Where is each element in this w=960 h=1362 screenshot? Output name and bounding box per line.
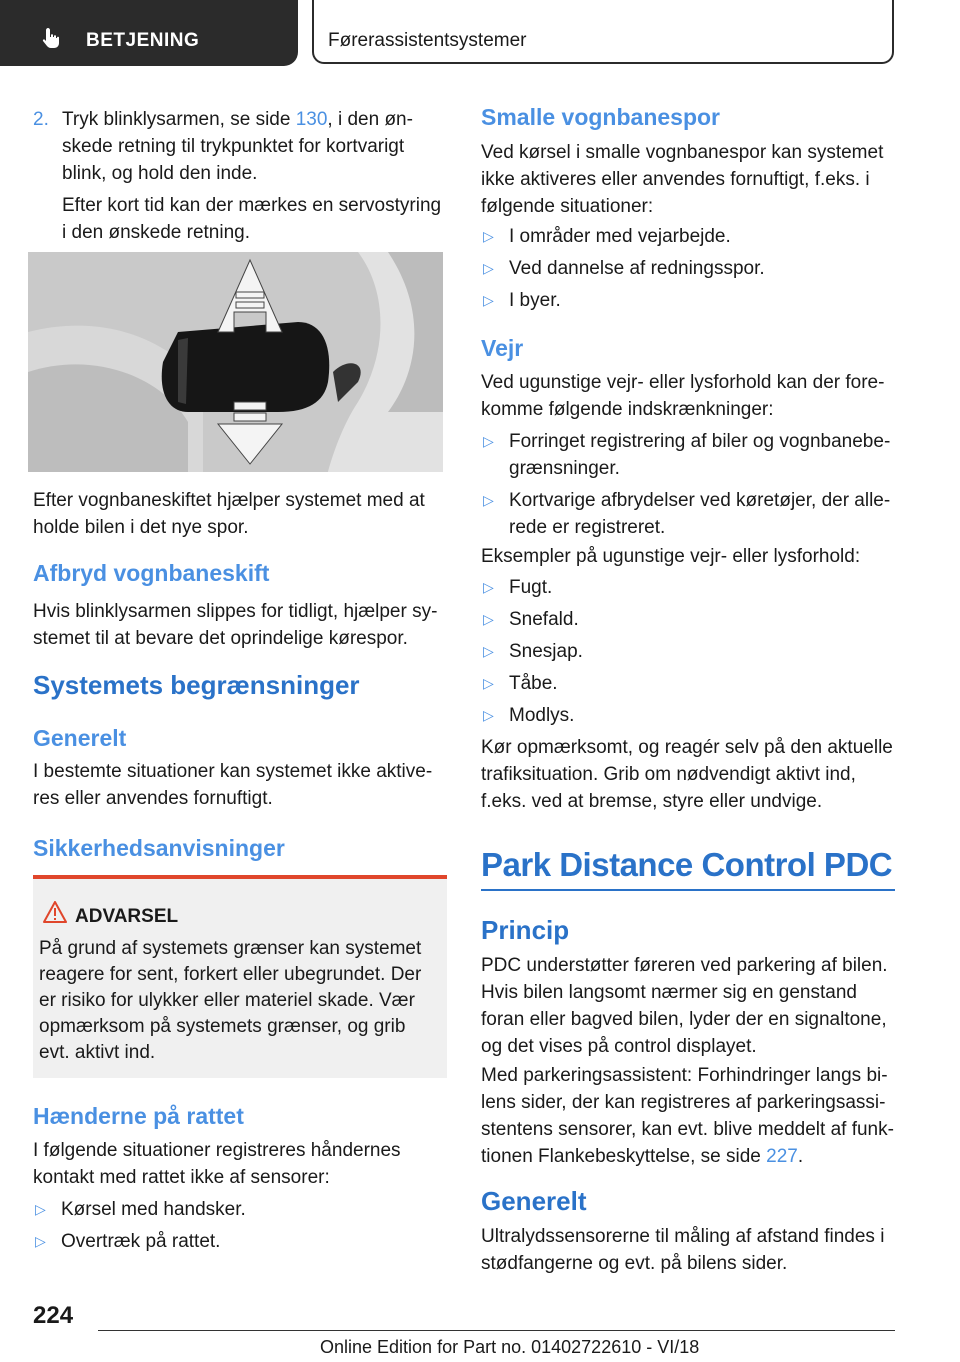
after-image-text: Efter vognbaneskiftet hjælper systemet med at holde bilen i det nye spor.	[33, 490, 425, 538]
haender-list	[33, 1196, 453, 1255]
afbryd-text: Hvis blinklysarmen slippes for tidligt, hjælper sy- stemet til at bevare det oprindelige kørespor.	[33, 601, 438, 649]
list-item: ▷ Kørsel med handsker.	[33, 1196, 453, 1223]
heading-haender: Hænderne på rattet	[33, 1103, 244, 1129]
heading-pdc: Park Distance Control PDC	[481, 846, 895, 891]
triangle-bullet-icon: ▷	[483, 260, 494, 276]
list-item: ▷ Kortvarige afbrydelser ved køretøjer, der alle- rede er registreret.	[481, 487, 901, 541]
page-link-130[interactable]: 130	[295, 109, 328, 130]
step-text: Tryk blinklysarmen, se side 130, i den øn- skede retning til trykpunktet for kortvarigt blink, og hold den inde. Efter kort tid kan der mærkes en servostyring i den ønskede retning.	[62, 109, 442, 243]
step-number: 2.	[33, 109, 49, 130]
heading-generelt-2: Generelt	[481, 1186, 587, 1216]
list-item: ▷ Fugt.	[481, 574, 901, 601]
footer-divider	[98, 1330, 895, 1331]
list-item: ▷ Snesjap.	[481, 638, 901, 665]
list-item: ▷ Modlys.	[481, 702, 901, 729]
triangle-bullet-icon: ▷	[483, 611, 494, 627]
edition-text: Online Edition for Part no. 01402722610 - VI/18	[320, 1337, 700, 1357]
heading-afbryd: Afbryd vognbaneskift	[33, 560, 270, 586]
heading-generelt: Generelt	[33, 725, 127, 751]
section-tab[interactable]	[0, 0, 298, 66]
triangle-bullet-icon: ▷	[483, 579, 494, 595]
chapter-tab	[312, 0, 894, 64]
smalle-list	[481, 223, 901, 314]
warning-title: ADVARSEL	[75, 906, 179, 927]
page-link-227[interactable]: 227	[766, 1146, 798, 1167]
list-item: ▷ Snefald.	[481, 606, 901, 633]
list-item: ▷ Forringet registrering af biler og vognbanebe- grænsninger.	[481, 428, 901, 482]
generelt-text: I bestemte situationer kan systemet ikke aktive- res eller anvendes fornuftigt.	[33, 761, 433, 809]
warning-box	[33, 875, 447, 1078]
triangle-bullet-icon: ▷	[483, 292, 494, 308]
triangle-bullet-icon: ▷	[483, 707, 494, 723]
triangle-bullet-icon: ▷	[483, 433, 494, 449]
list-item: ▷ I byer.	[481, 287, 901, 314]
triangle-bullet-icon: ▷	[483, 492, 494, 508]
heading-princip: Princip	[481, 915, 570, 945]
page-header	[0, 0, 960, 66]
vejr-text: Ved ugunstige vejr- eller lysforhold kan der fore- komme følgende indskrænkninger:	[481, 372, 885, 420]
eksempler-text: Eksempler på ugunstige vejr- eller lysforhold:	[481, 546, 861, 567]
kor-text: Kør opmærksomt, og reagér selv på den aktuelle trafiksituation. Grib om nødvendigt aktivt ind, f.eks. ved at bremse, styre eller undvige.	[481, 737, 893, 812]
warning-text: På grund af systemets grænser kan systemet reagere for sent, forkert eller ubegrundet. Der er risiko for ulykker eller materiel skade. Vær opmærksom på systemets grænser, og grib evt. aktivt ind.	[39, 938, 422, 1063]
list-item: ▷ Overtræk på rattet.	[33, 1228, 453, 1255]
turn-signal-lever-image	[28, 252, 443, 472]
list-item: ▷ Tåbe.	[481, 670, 901, 697]
triangle-bullet-icon: ▷	[483, 643, 494, 659]
list-item: ▷ Ved dannelse af redningsspor.	[481, 255, 901, 282]
heading-begraensninger: Systemets begrænsninger	[33, 670, 360, 700]
heading-sikkerhed: Sikkerhedsanvisninger	[33, 835, 285, 861]
generelt-2-text: Ultralydssensorerne til måling af afstand findes i stødfangerne og evt. på bilens sider.	[481, 1226, 885, 1274]
page-number: 224	[33, 1302, 74, 1329]
smalle-text: Ved kørsel i smalle vognbanespor kan systemet ikke aktiveres eller anvendes fornuftigt, f.eks. i følgende situationer:	[481, 142, 884, 217]
heading-smalle: Smalle vognbanespor	[481, 104, 721, 130]
triangle-bullet-icon: ▷	[483, 228, 494, 244]
med-text: Med parkeringsassistent: Forhindringer langs bi- lens sider, der kan registreres af parkeringsassi- stentens sensorer, kan evt. blive meddelt af funk- tionen Flankebeskyttelse, se side 227.	[481, 1065, 894, 1167]
triangle-bullet-icon: ▷	[35, 1201, 46, 1217]
eksempler-list	[481, 574, 901, 729]
triangle-bullet-icon: ▷	[35, 1233, 46, 1249]
heading-vejr: Vejr	[481, 335, 524, 361]
haender-text: I følgende situationer registreres håndernes kontakt med rattet ikke af sensorer:	[33, 1140, 401, 1188]
list-item: ▷ I områder med vejarbejde.	[481, 223, 901, 250]
hand-pointer-icon	[40, 26, 64, 50]
vejr-list	[481, 428, 901, 541]
triangle-bullet-icon: ▷	[483, 675, 494, 691]
chapter-title: Førerassistentsystemer	[328, 30, 527, 51]
warning-triangle-icon	[43, 901, 67, 923]
section-label: BETJENING	[86, 30, 200, 51]
princip-text: PDC understøtter føreren ved parkering af bilen. Hvis bilen langsomt nærmer sig en genstand foran eller bagved bilen, lyder der en signaltone, og det vises på control displayet.	[481, 955, 888, 1057]
